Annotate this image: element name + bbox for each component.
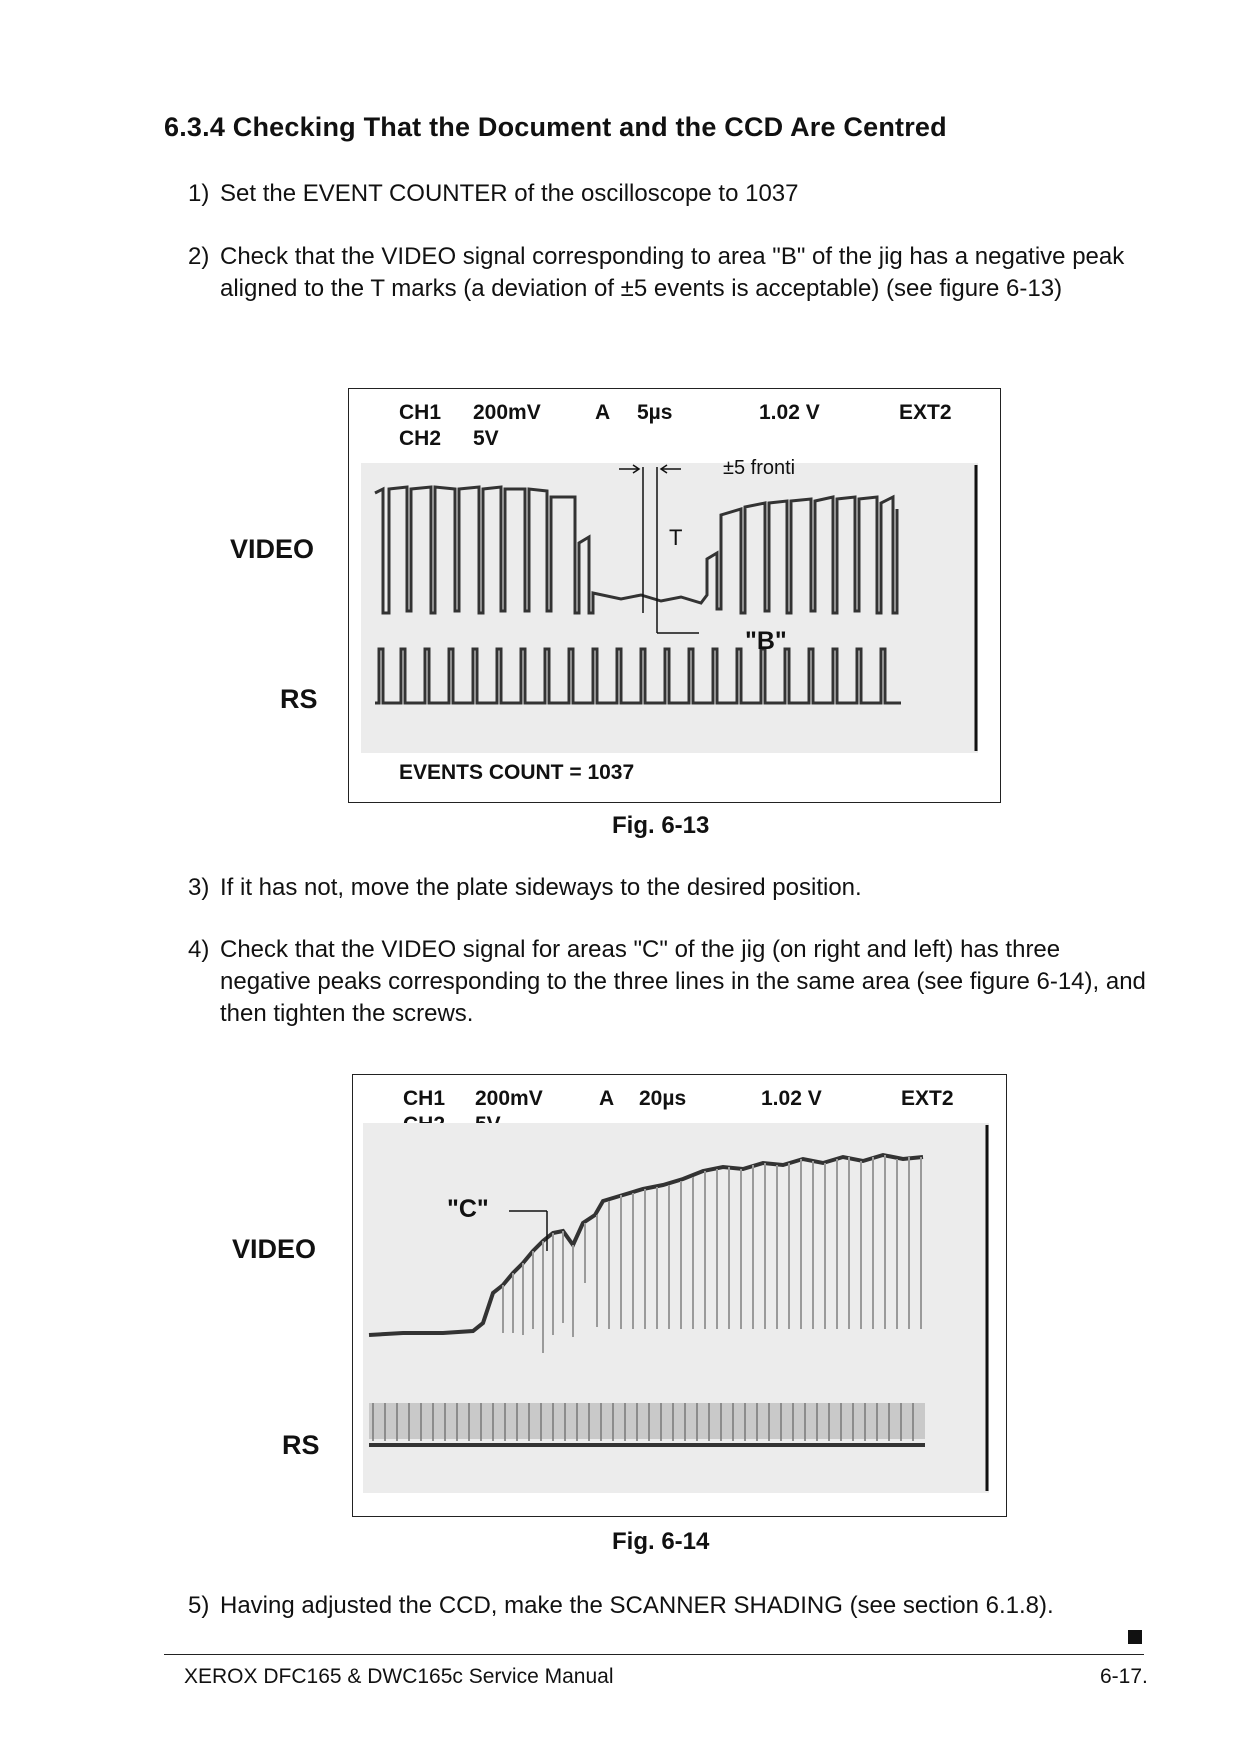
video-label: VIDEO <box>232 1234 317 1264</box>
figure-caption: Fig. 6-13 <box>612 812 710 839</box>
trigger-label: A <box>595 401 611 424</box>
figure-6-13 <box>348 388 1001 803</box>
step-number: 2) <box>188 243 210 270</box>
scope-trace-area <box>361 457 978 753</box>
trigger-level: 1.02 V <box>759 401 820 424</box>
trigger-level: 1.02 V <box>761 1087 822 1110</box>
area-b-label: "B" <box>745 627 787 655</box>
step-2 <box>188 241 1148 305</box>
footer-manual-title: XEROX DFC165 & DWC165c Service Manual <box>184 1665 614 1688</box>
trigger-source: EXT2 <box>901 1087 954 1110</box>
step-text: Having adjusted the CCD, make the SCANNER SHADING (see section 6.1.8). <box>220 1592 1054 1619</box>
ch2-value: 5V <box>473 427 499 450</box>
step-text: If it has not, move the plate sideways to the desired position. <box>220 874 862 901</box>
ch2-label: CH2 <box>399 427 442 450</box>
scope-trace-area <box>363 1123 989 1493</box>
step-1 <box>188 178 1148 210</box>
step-4 <box>188 934 1148 1030</box>
section-heading: 6.3.4 Checking That the Document and the CCD Are Centred <box>164 112 947 142</box>
step-text: Check that the VIDEO signal for areas "C" of the jig (on right and left) has three negative peaks corresponding to the three lines in the same area (see figure 6-14), and then tighten the screws. <box>220 936 1146 1027</box>
ch1-label: CH1 <box>403 1087 446 1110</box>
ch1-value: 200mV <box>475 1087 543 1110</box>
rs-label: RS <box>282 1430 320 1460</box>
events-count: EVENTS COUNT = 1037 <box>399 761 635 784</box>
rs-label: RS <box>280 684 318 714</box>
step-text: Set the EVENT COUNTER of the oscilloscope to 1037 <box>220 180 799 207</box>
step-number: 5) <box>188 1592 210 1619</box>
trigger-source: EXT2 <box>899 401 952 424</box>
timebase-value: 20µs <box>639 1087 687 1110</box>
step-number: 3) <box>188 874 210 901</box>
oscilloscope-trace <box>361 463 978 753</box>
video-label: VIDEO <box>230 534 315 564</box>
step-number: 1) <box>188 180 210 207</box>
fronti-annotation: ±5 fronti <box>723 457 796 479</box>
figure-caption: Fig. 6-14 <box>612 1528 710 1555</box>
ch1-value: 200mV <box>473 401 541 424</box>
footer-page-number: 6-17. <box>1100 1665 1148 1688</box>
oscilloscope-trace <box>363 1123 989 1493</box>
footer-divider <box>164 1654 1144 1655</box>
ch1-label: CH1 <box>399 401 442 424</box>
end-of-section-mark <box>1128 1630 1142 1644</box>
figure-6-14 <box>352 1074 1007 1517</box>
step-3 <box>188 872 1148 904</box>
trigger-label: A <box>599 1087 615 1110</box>
timebase-value: 5µs <box>637 401 673 424</box>
t-mark: T <box>669 525 683 550</box>
area-c-label: "C" <box>447 1195 489 1223</box>
step-number: 4) <box>188 936 210 963</box>
step-5 <box>188 1590 1148 1622</box>
step-text: Check that the VIDEO signal corresponding to area "B" of the jig has a negative peak aligned to the T marks (a deviation of ±5 events is acceptable) (see figure 6-13) <box>220 243 1125 302</box>
